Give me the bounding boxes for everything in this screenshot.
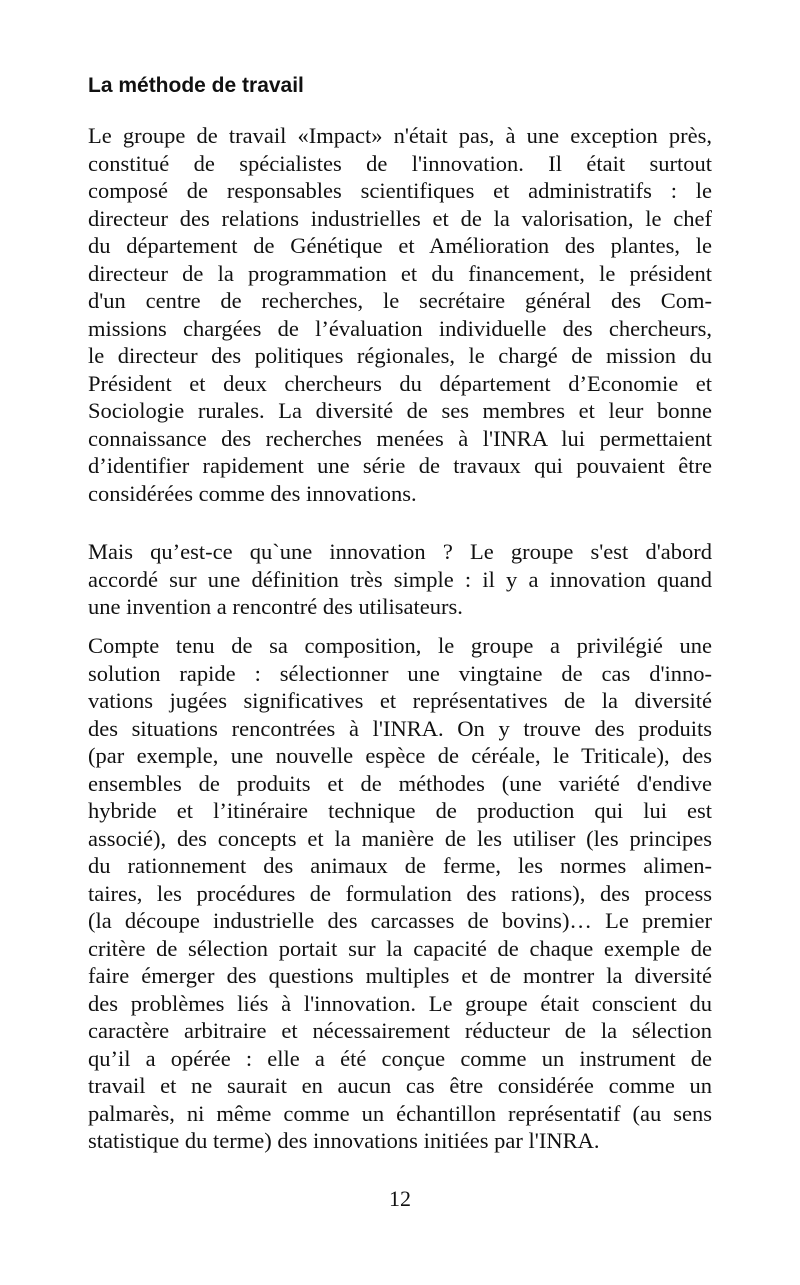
text-line: (la découpe industrielle des carcasses de bovins)… Le premier	[88, 908, 712, 933]
paragraph-3	[88, 632, 712, 1155]
text-line: palmarès, ni même comme un échantillon représentatif (au sens	[88, 1100, 712, 1126]
text-line: taires, les procédures de formulation des rations), des process	[88, 880, 712, 906]
text-line: critère de sélection portait sur la capacité de chaque exemple de	[88, 935, 712, 961]
text-line: travail et ne saurait en aucun cas être considérée comme un	[88, 1073, 712, 1098]
text-line: Compte tenu de sa composition, le groupe a privilégié une	[88, 633, 712, 658]
section-title: La méthode de travail	[88, 74, 304, 97]
text-line: vations jugées significatives et représentatives de la diversité	[88, 688, 712, 713]
text-line: directeur de la programmation et du financement, le président	[88, 260, 712, 286]
text-line: (par exemple, une nouvelle espèce de céréale, le Triticale), des	[88, 743, 712, 768]
text-line: hybride et l’itinéraire technique de production qui lui est	[88, 798, 712, 823]
text-line: composé de responsables scientifiques et administratifs : le	[88, 178, 712, 203]
text-line: d'un centre de recherches, le secrétaire général des Com-	[88, 288, 712, 313]
text-line: connaissance des recherches menées à l'INRA lui permettaient	[88, 425, 712, 451]
page-number: 12	[389, 1186, 411, 1211]
text-line: qu’il a opérée : elle a été conçue comme un instrument de	[88, 1045, 712, 1071]
text-line: Sociologie rurales. La diversité de ses membres et leur bonne	[88, 398, 712, 423]
text-line: Président et deux chercheurs du département d’Economie et	[88, 370, 712, 396]
text-line: solution rapide : sélectionner une vingtaine de cas d'inno-	[88, 660, 712, 686]
text-line: une invention a rencontré des utilisateurs.	[88, 594, 463, 619]
paragraph-1	[88, 122, 712, 507]
text-line: des situations rencontrées à l'INRA. On y trouve des produits	[88, 715, 712, 741]
text-line: faire émerger des questions multiples et de montrer la diversité	[88, 963, 712, 988]
text-line: Mais qu’est-ce qu`une innovation ? Le groupe s'est d'abord	[88, 539, 712, 564]
text-line: d’identifier rapidement une série de travaux qui pouvaient être	[88, 453, 712, 478]
text-line: constitué de spécialistes de l'innovation. Il était surtout	[88, 150, 712, 176]
text-line: du rationnement des animaux de ferme, les normes alimen-	[88, 853, 712, 878]
text-line: statistique du terme) des innovations initiées par l'INRA.	[88, 1128, 600, 1153]
text-line: ensembles de produits et de méthodes (une variété d'endive	[88, 770, 712, 796]
text-line: directeur des relations industrielles et de la valorisation, le chef	[88, 205, 712, 231]
text-line: considérées comme des innovations.	[88, 480, 417, 506]
text-line: missions chargées de l’évaluation individuelle des chercheurs,	[88, 315, 712, 341]
text-line: des problèmes liés à l'innovation. Le groupe était conscient du	[88, 990, 712, 1016]
paragraph-2	[88, 538, 712, 621]
text-line: caractère arbitraire et nécessairement réducteur de la sélection	[88, 1018, 712, 1043]
text-line: le directeur des politiques régionales, le chargé de mission du	[88, 343, 712, 368]
text-line: du département de Génétique et Amélioration des plantes, le	[88, 233, 712, 258]
text-line: associé), des concepts et la manière de les utiliser (les principes	[88, 825, 712, 851]
text-line: accordé sur une définition très simple : il y a innovation quand	[88, 566, 712, 592]
text-line: Le groupe de travail «Impact» n'était pas, à une exception près,	[88, 123, 712, 148]
